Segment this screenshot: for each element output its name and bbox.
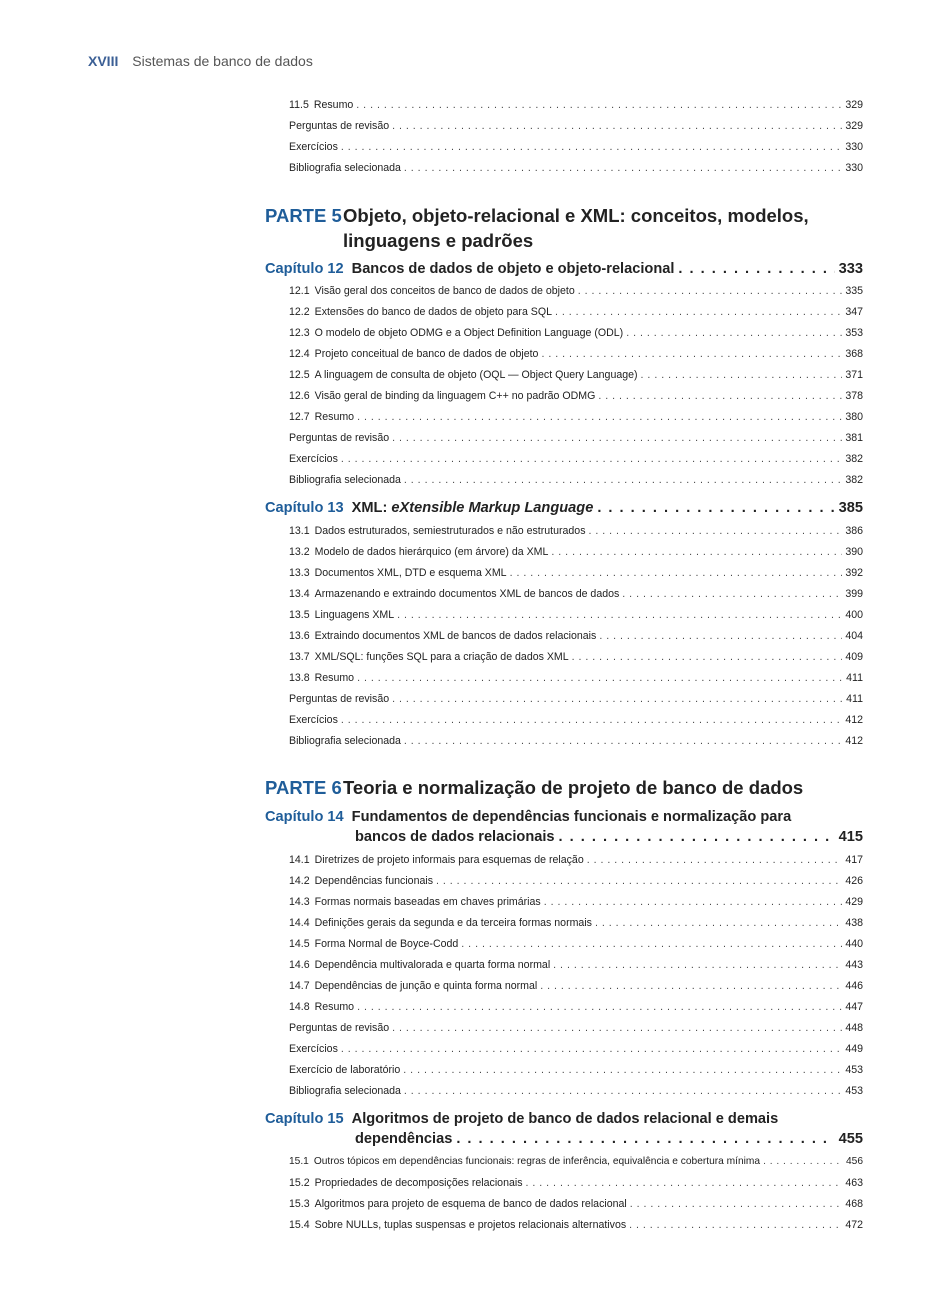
- toc-entry: [289, 1042, 863, 1056]
- entry-page: 329: [845, 99, 863, 111]
- entry-page: 330: [845, 162, 863, 174]
- dot-leader: [436, 874, 842, 888]
- toc-entry: [289, 410, 863, 424]
- part-label: PARTE 6: [265, 777, 342, 798]
- toc-entry: [289, 608, 863, 622]
- entry-title: Sobre NULLs, tuplas suspensas e projetos relacionais alternativos: [314, 1219, 627, 1231]
- dot-leader: [544, 895, 843, 909]
- toc-entry: [289, 587, 863, 601]
- entry-number: 14.1: [289, 854, 310, 866]
- entry-number: 15.4: [289, 1219, 310, 1231]
- entry-number: 13.2: [289, 546, 310, 558]
- toc-entry: [289, 734, 863, 748]
- dot-leader: [587, 853, 843, 867]
- part-heading: [265, 203, 813, 253]
- entry-page: 426: [845, 875, 863, 887]
- entry-page: 411: [846, 693, 863, 705]
- dot-leader: [595, 916, 842, 930]
- dot-leader: [392, 119, 842, 133]
- entry-page: 409: [845, 651, 863, 663]
- chapter-title: Bancos de dados de objeto e objeto-relacional: [351, 261, 675, 277]
- entry-title: Dependências de junção e quinta forma normal: [314, 980, 538, 992]
- entry-title: Exercícios: [289, 1043, 338, 1055]
- chapter-page: 385: [838, 500, 863, 516]
- dot-leader: [630, 1197, 843, 1211]
- dot-leader: [551, 545, 842, 559]
- entry-number: 14.3: [289, 896, 310, 908]
- dot-leader: [392, 431, 842, 445]
- toc-entry: [289, 958, 863, 972]
- entry-page: 382: [845, 453, 863, 465]
- entry-number: 15.2: [289, 1177, 310, 1189]
- entry-page: 443: [845, 959, 863, 971]
- toc-entry: [289, 895, 863, 909]
- dot-leader: [555, 305, 842, 319]
- toc-entry: [289, 853, 863, 867]
- entry-number: 14.2: [289, 875, 310, 887]
- entry-title: Outros tópicos em dependências funcionais: regras de inferência, equivalência e cobertura mínima: [313, 1156, 761, 1167]
- entry-page: 353: [845, 327, 863, 339]
- entry-number: 13.3: [289, 567, 310, 579]
- entry-number: 14.4: [289, 917, 310, 929]
- dot-leader: [541, 347, 842, 361]
- toc-entry: [289, 1218, 863, 1232]
- entry-title: Bibliografia selecionada: [289, 474, 401, 486]
- chapter-heading: [265, 259, 863, 279]
- entry-title: Perguntas de revisão: [289, 693, 390, 705]
- entry-number: 14.7: [289, 980, 310, 992]
- chapter-label: Capítulo 13: [265, 500, 344, 516]
- toc-entry: [289, 916, 863, 930]
- entry-page: 453: [845, 1085, 863, 1097]
- toc-entry: [289, 874, 863, 888]
- entry-title: Dependências funcionais: [314, 875, 434, 887]
- part-title: Objeto, objeto-relacional e XML: conceitos, modelos, linguagens e padrões: [343, 205, 809, 251]
- entry-title: Extraindo documentos XML de bancos de dados relacionais: [314, 630, 597, 642]
- entry-page: 371: [845, 369, 863, 381]
- toc-entry: [289, 671, 863, 685]
- part-title: Teoria e normalização de projeto de banco de dados: [343, 777, 804, 798]
- entry-page: 463: [845, 1177, 863, 1189]
- entry-title: Dependência multivalorada e quarta forma normal: [314, 959, 551, 971]
- toc-entry: [289, 1021, 863, 1035]
- entry-page: 386: [845, 525, 863, 537]
- toc-entry: [289, 1176, 863, 1190]
- entry-title: Resumo: [313, 99, 354, 111]
- entry-number: 13.7: [289, 651, 310, 663]
- dot-leader: [341, 713, 842, 727]
- entry-number: 12.3: [289, 327, 310, 339]
- toc-entry: [289, 629, 863, 643]
- entry-page: 404: [845, 630, 863, 642]
- dot-leader: [598, 389, 842, 403]
- entry-title: Exercício de laboratório: [289, 1064, 401, 1076]
- entry-title: Bibliografia selecionada: [289, 162, 401, 174]
- entry-title: Algoritmos para projeto de esquema de banco de dados relacional: [314, 1198, 627, 1210]
- entry-page: 412: [845, 735, 863, 747]
- toc-entry: [289, 1084, 863, 1098]
- chapter-title-italic: eXtensible Markup Language: [391, 500, 594, 516]
- entry-number: 13.6: [289, 630, 310, 642]
- entry-title: Exercícios: [289, 453, 338, 465]
- entry-page: 472: [845, 1219, 863, 1231]
- part-label: PARTE 5: [265, 205, 342, 226]
- toc-entry: [289, 431, 863, 445]
- toc-entry: [289, 347, 863, 361]
- entry-page: 329: [845, 120, 863, 132]
- entry-title: Bibliografia selecionada: [289, 1085, 401, 1097]
- entry-title: Exercícios: [289, 141, 338, 153]
- entry-title: Perguntas de revisão: [289, 432, 390, 444]
- entry-title: O modelo de objeto ODMG e a Object Definition Language (ODL): [314, 327, 624, 339]
- running-head: [88, 52, 313, 70]
- toc-entry: [289, 713, 863, 727]
- entry-page: 417: [845, 854, 863, 866]
- entry-title: Perguntas de revisão: [289, 120, 390, 132]
- entry-number: 13.1: [289, 525, 310, 537]
- entry-page: 380: [845, 411, 863, 423]
- dot-leader: [356, 98, 842, 112]
- dot-leader: [572, 650, 843, 664]
- entry-title: Resumo: [314, 1001, 355, 1013]
- entry-title: A linguagem de consulta de objeto (OQL — Object Query Language): [314, 369, 638, 381]
- toc-entry: [289, 368, 863, 382]
- entry-page: 412: [845, 714, 863, 726]
- dot-leader: [626, 326, 842, 340]
- dot-leader: [397, 608, 842, 622]
- entry-page: 378: [845, 390, 863, 402]
- part-heading: [265, 775, 863, 800]
- dot-leader: [629, 1218, 842, 1232]
- entry-title: Formas normais baseadas em chaves primárias: [314, 896, 541, 908]
- entry-page: 392: [845, 567, 863, 579]
- dot-leader: [526, 1176, 843, 1190]
- dot-leader: [404, 1084, 842, 1098]
- dot-leader: [559, 827, 835, 847]
- entry-number: 12.5: [289, 369, 310, 381]
- dot-leader: [357, 1000, 842, 1014]
- entry-page: 347: [845, 306, 863, 318]
- entry-title: Propriedades de decomposições relacionais: [314, 1177, 523, 1189]
- entry-number: 12.4: [289, 348, 310, 360]
- toc-entry: [289, 305, 863, 319]
- entry-title: Visão geral de binding da linguagem C++ no padrão ODMG: [314, 390, 596, 402]
- chapter-label: Capítulo 15: [265, 1111, 344, 1127]
- toc-entry: [289, 692, 863, 706]
- toc-entry: [289, 979, 863, 993]
- toc-entry: [289, 524, 863, 538]
- chapter-label: Capítulo 14: [265, 809, 344, 825]
- chapter-page: 333: [838, 261, 863, 277]
- dot-leader: [403, 1063, 842, 1077]
- entry-title: Diretrizes de projeto informais para esquemas de relação: [314, 854, 584, 866]
- entry-page: 456: [846, 1156, 863, 1167]
- entry-title: Modelo de dados hierárquico (em árvore) da XML: [314, 546, 549, 558]
- entry-page: 390: [845, 546, 863, 558]
- dot-leader: [341, 452, 842, 466]
- chapter-label: Capítulo 12: [265, 261, 344, 277]
- dot-leader: [678, 259, 834, 279]
- entry-page: 368: [845, 348, 863, 360]
- toc-entry: [289, 1155, 863, 1169]
- dot-leader: [578, 284, 843, 298]
- entry-number: 14.8: [289, 1001, 310, 1013]
- entry-number: 12.1: [289, 285, 310, 297]
- dot-leader: [540, 979, 842, 993]
- entry-number: 12.7: [289, 411, 310, 423]
- entry-title: Resumo: [314, 672, 355, 684]
- entry-title: Documentos XML, DTD e esquema XML: [314, 567, 507, 579]
- toc-entry: [289, 389, 863, 403]
- entry-title: Linguagens XML: [314, 609, 395, 621]
- entry-number: 15.1: [289, 1156, 309, 1167]
- entry-number: 14.5: [289, 938, 310, 950]
- entry-page: 411: [846, 672, 863, 684]
- toc-entry: [289, 1063, 863, 1077]
- toc-entry: [289, 473, 863, 487]
- entry-page: 446: [845, 980, 863, 992]
- entry-page: 335: [845, 285, 863, 297]
- entry-page: 438: [845, 917, 863, 929]
- entry-number: 13.5: [289, 609, 310, 621]
- dot-leader: [357, 410, 842, 424]
- book-title: Sistemas de banco de dados: [132, 53, 313, 69]
- entry-title: Forma Normal de Boyce-Codd: [314, 938, 459, 950]
- dot-leader: [622, 587, 842, 601]
- dot-leader: [341, 140, 842, 154]
- entry-number: 14.6: [289, 959, 310, 971]
- chapter-title-line1: Fundamentos de dependências funcionais e normalização para: [351, 809, 792, 825]
- chapter-heading: [265, 498, 863, 518]
- toc-entry: [289, 161, 863, 175]
- dot-leader: [597, 498, 834, 518]
- entry-title: Resumo: [314, 411, 355, 423]
- dot-leader: [553, 958, 842, 972]
- chapter-title-line2: dependências: [355, 1131, 453, 1147]
- entry-number: 12.2: [289, 306, 310, 318]
- entry-number: 13.4: [289, 588, 310, 600]
- entry-page: 330: [845, 141, 863, 153]
- entry-title: Armazenando e extraindo documentos XML de bancos de dados: [314, 588, 620, 600]
- dot-leader: [456, 1129, 834, 1149]
- dot-leader: [341, 1042, 842, 1056]
- entry-page: 429: [845, 896, 863, 908]
- toc-entry: [289, 284, 863, 298]
- entry-number: 12.6: [289, 390, 310, 402]
- chapter-title: [352, 498, 594, 518]
- dot-leader: [404, 734, 842, 748]
- dot-leader: [589, 524, 843, 538]
- toc-entry: [289, 140, 863, 154]
- chapter-page: 455: [838, 1131, 863, 1147]
- dot-leader: [404, 473, 842, 487]
- chapter-heading: [265, 1109, 863, 1149]
- chapter-title-prefix: XML:: [351, 500, 392, 516]
- dot-leader: [641, 368, 843, 382]
- dot-leader: [510, 566, 843, 580]
- dot-leader: [461, 937, 842, 951]
- entry-page: 468: [845, 1198, 863, 1210]
- entry-page: 448: [845, 1022, 863, 1034]
- dot-leader: [404, 161, 842, 175]
- entry-title: Extensões do banco de dados de objeto para SQL: [314, 306, 552, 318]
- entry-title: Projeto conceitual de banco de dados de objeto: [314, 348, 539, 360]
- dot-leader: [599, 629, 842, 643]
- entry-page: 399: [845, 588, 863, 600]
- entry-title: Definições gerais da segunda e da terceira formas normais: [314, 917, 592, 929]
- entry-title: Bibliografia selecionada: [289, 735, 401, 747]
- chapter-heading: [265, 807, 863, 847]
- dot-leader: [392, 692, 843, 706]
- toc-entry: [289, 326, 863, 340]
- dot-leader: [357, 671, 843, 685]
- entry-page: 453: [845, 1064, 863, 1076]
- toc-entry: [289, 566, 863, 580]
- entry-number: 11.5: [289, 99, 309, 111]
- entry-page: 381: [845, 432, 863, 444]
- entry-title: Perguntas de revisão: [289, 1022, 390, 1034]
- chapter-title-line1: Algoritmos de projeto de banco de dados relacional e demais: [351, 1111, 779, 1127]
- entry-page: 400: [845, 609, 863, 621]
- entry-page: 447: [845, 1001, 863, 1013]
- toc-entry: [289, 937, 863, 951]
- page-number: XVIII: [88, 53, 119, 69]
- entry-title: Dados estruturados, semiestruturados e não estruturados: [314, 525, 586, 537]
- entry-page: 440: [845, 938, 863, 950]
- entry-title: Visão geral dos conceitos de banco de dados de objeto: [314, 285, 575, 297]
- chapter-title-line2: bancos de dados relacionais: [355, 829, 555, 845]
- dot-leader: [763, 1155, 843, 1169]
- toc-entry: [289, 1000, 863, 1014]
- entry-number: 13.8: [289, 672, 310, 684]
- chapter-page: 415: [838, 829, 863, 845]
- toc-entry: [289, 452, 863, 466]
- entry-page: 382: [845, 474, 863, 486]
- toc-entry: [289, 119, 863, 133]
- toc-entry: [289, 650, 863, 664]
- dot-leader: [392, 1021, 842, 1035]
- toc-entry: [289, 1197, 863, 1211]
- entry-title: XML/SQL: funções SQL para a criação de dados XML: [314, 651, 569, 663]
- toc-entry: [289, 545, 863, 559]
- entry-page: 449: [845, 1043, 863, 1055]
- entry-number: 15.3: [289, 1198, 310, 1210]
- entry-title: Exercícios: [289, 714, 338, 726]
- toc-entry: [289, 98, 863, 112]
